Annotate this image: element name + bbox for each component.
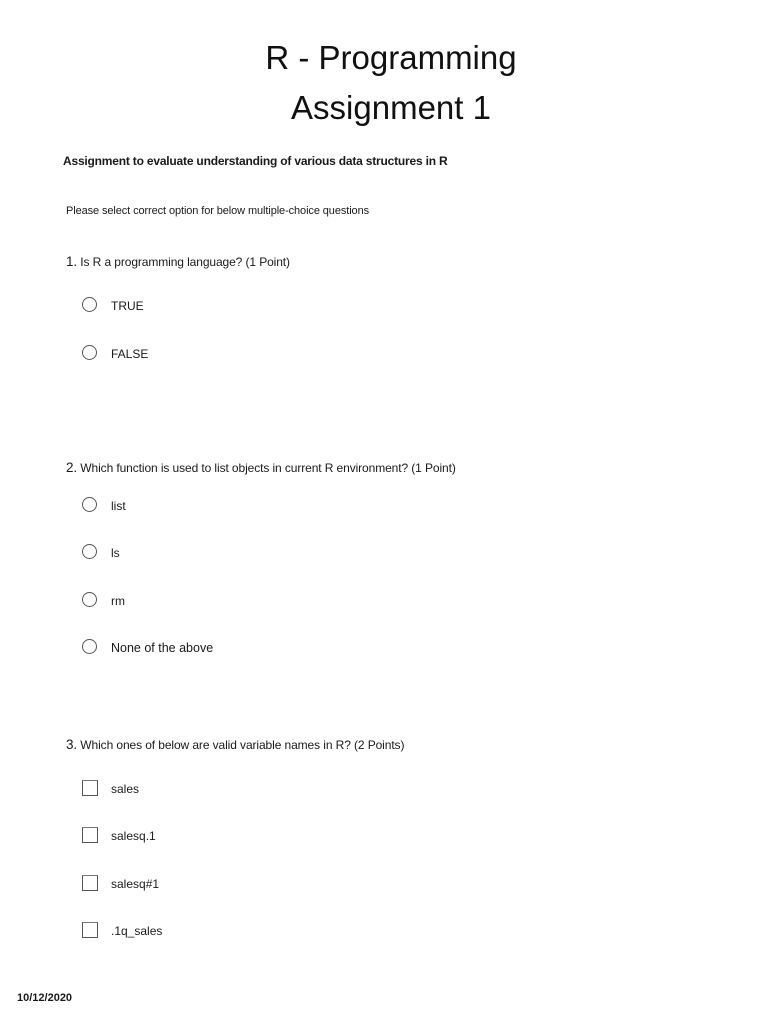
instructions-text: Please select correct option for below multiple-choice questions xyxy=(66,205,369,217)
option-label: rm xyxy=(111,594,125,608)
question-3 xyxy=(66,737,404,752)
option-label: salesq.1 xyxy=(111,829,156,843)
radio-button[interactable] xyxy=(82,497,97,512)
checkbox[interactable] xyxy=(82,827,98,843)
radio-button[interactable] xyxy=(82,639,97,654)
assignment-subtitle: Assignment to evaluate understanding of various data structures in R xyxy=(63,154,448,168)
page-title-line1: R - Programming xyxy=(265,39,517,76)
radio-button[interactable] xyxy=(82,544,97,559)
checkbox[interactable] xyxy=(82,922,98,938)
question-2 xyxy=(66,460,456,475)
option-label: sales xyxy=(111,782,140,796)
option-label: FALSE xyxy=(111,347,149,361)
footer-date: 10/12/2020 xyxy=(17,992,73,1004)
option-label: list xyxy=(111,499,126,513)
question-text: Is R a programming language? (1 Point) xyxy=(80,255,290,269)
question-number: 2. xyxy=(66,460,78,475)
checkbox[interactable] xyxy=(82,875,98,891)
question-text: Which ones of below are valid variable names in R? (2 Points) xyxy=(80,738,405,752)
checkbox[interactable] xyxy=(82,780,98,796)
question-number: 1. xyxy=(66,254,78,269)
radio-button[interactable] xyxy=(82,345,97,360)
option-label: salesq#1 xyxy=(111,877,160,891)
option-label: None of the above xyxy=(111,641,214,655)
option-label: .1q_sales xyxy=(111,924,163,938)
question-text: Which function is used to list objects in current R environment? (1 Point) xyxy=(80,461,456,475)
page-title-line2: Assignment 1 xyxy=(291,89,491,126)
option-label: TRUE xyxy=(111,299,144,313)
radio-button[interactable] xyxy=(82,297,97,312)
question-number: 3. xyxy=(66,737,78,752)
radio-button[interactable] xyxy=(82,592,97,607)
question-1 xyxy=(66,254,290,269)
option-label: ls xyxy=(111,546,120,560)
